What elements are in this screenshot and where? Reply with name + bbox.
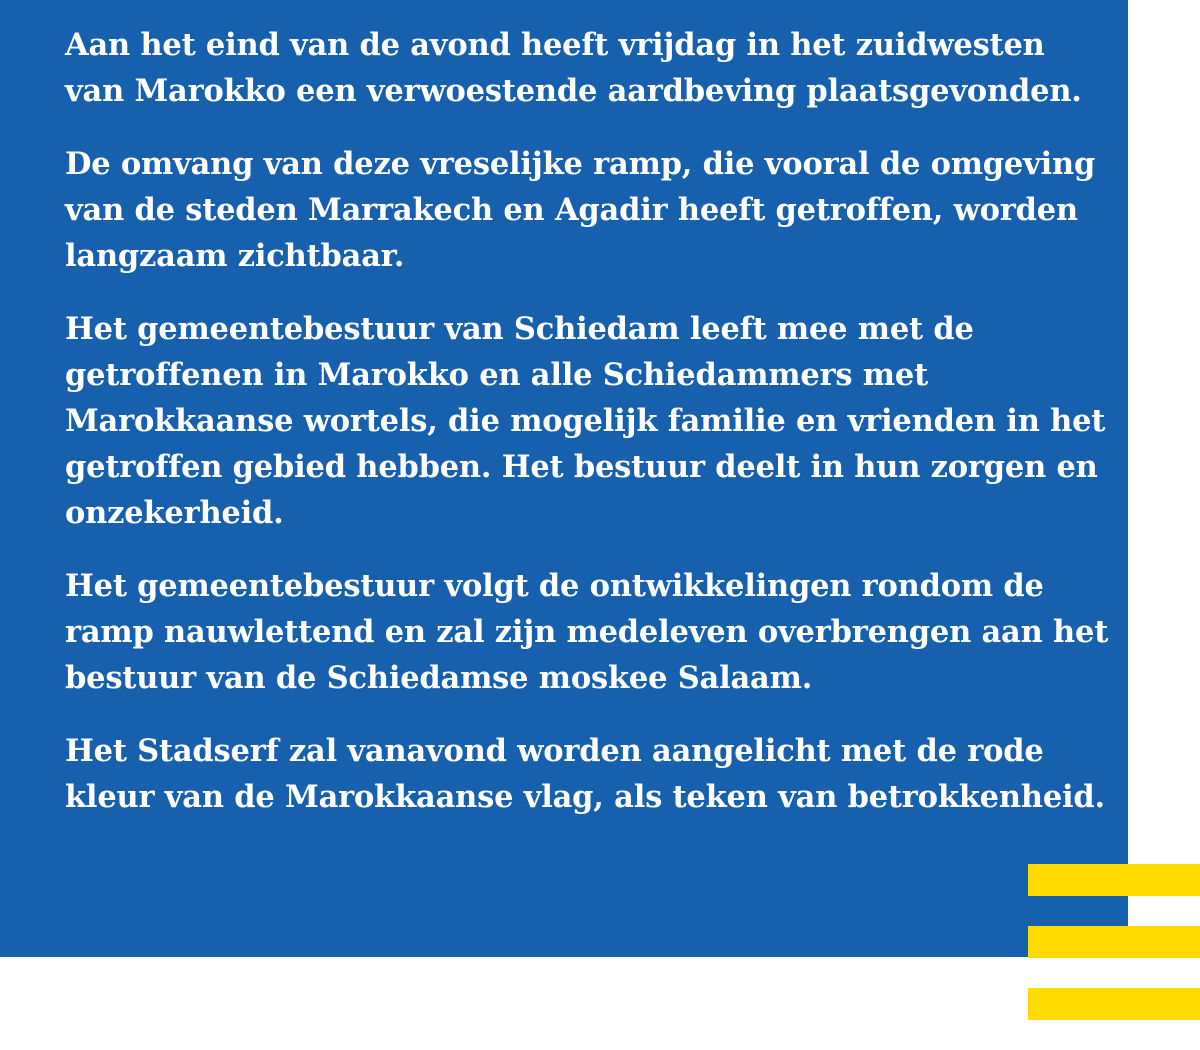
yellow-stripe-middle (1028, 926, 1200, 958)
yellow-stripe-bottom (1028, 988, 1200, 1020)
paragraph-scale: De omvang van deze vreselijke ramp, die vooral de omgeving van de steden Marrakech en Agadir heeft getroffen, worden langzaam zichtbaar. (65, 146, 1096, 274)
statement-text (65, 22, 1110, 847)
paragraph-sympathy: Het gemeentebestuur van Schiedam leeft mee met de getroffenen in Marokko en alle Schiedammers met Marokkaanse wortels, die mogelijk familie en vrienden in het getroffen gebied hebben. Het bestuur deelt in hun zorgen en onzekerheid. (65, 311, 1106, 531)
paragraph-earthquake: Aan het eind van de avond heeft vrijdag in het zuidwesten van Marokko een verwoestende aardbeving plaatsgevonden. (65, 27, 1082, 109)
yellow-stripe-top (1028, 864, 1200, 896)
paragraph-follow-up: Het gemeentebestuur volgt de ontwikkelingen rondom de ramp nauwlettend en zal zijn medeleven overbrengen aan het bestuur van de Schiedamse moskee Salaam. (65, 568, 1109, 696)
paragraph-stadserf: Het Stadserf zal vanavond worden aangelicht met de rode kleur van de Marokkaanse vlag, als teken van betrokkenheid. (65, 733, 1105, 815)
